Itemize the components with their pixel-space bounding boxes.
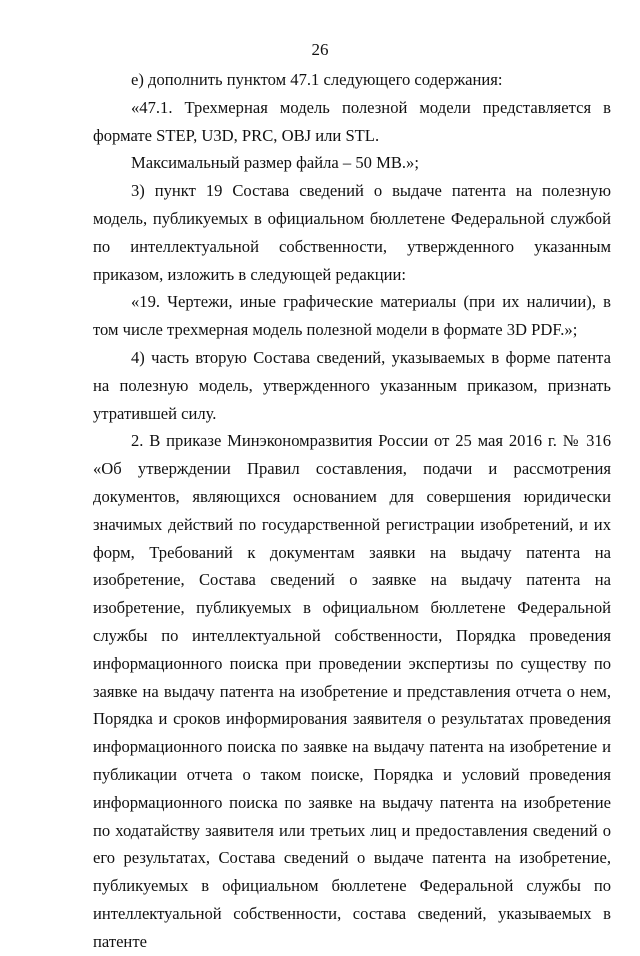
paragraph-item-3: 3) пункт 19 Состава сведений о выдаче патента на полезную модель, публикуемых в официальном бюллетене Федеральной службой по интеллектуальной собственности, утвержденного указанным приказом, изложить в следующей редакции: — [93, 181, 611, 284]
page-number: 26 — [311, 40, 329, 59]
paragraph-quote-19: «19. Чертежи, иные графические материалы (при их наличии), в том числе трехмерная модель полезной модели в формате 3D PDF.»; — [93, 292, 611, 340]
paragraph-max-file-size: Максимальный размер файла – 50 MB.»; — [131, 153, 419, 173]
paragraph-section-2: 2. В приказе Минэкономразвития России от 25 мая 2016 г. № 316 «Об утверждении Правил составления, подачи и рассмотрения документов, являющихся основанием для совершения юридически значимых действий по государственной регистрации изобретений, и их форм, Требований к документам заявки на выдачу патента на изобретение, Состава сведений о заявке на выдачу патента на изобретение, публикуемых в официальном бюллетене Федеральной службы по интеллектуальной собственности, Порядка проведения информационного поиска при проведении экспертизы по существу по заявке на выдачу патента на изобретение и представления отчета о нем, Порядка и сроков информирования заявителя о результатах проведения информационного поиска по заявке на выдачу патента на изобретение и публикации отчета о таком поиске, Порядка и условий проведения информационного поиска по заявке на выдачу патента на изобретение по ходатайству заявителя или третьих лиц и предоставления сведений о его результатах, Состава сведений о выдаче патента на изобретение, публикуемых в официальном бюллетене Федеральной службы по интеллектуальной собственности, состава сведений, указываемых в патенте — [93, 431, 611, 951]
paragraph-item-4: 4) часть вторую Состава сведений, указываемых в форме патента на полезную модель, утвержденного указанным приказом, признать утратившей силу. — [93, 347, 611, 423]
document-body — [93, 66, 611, 956]
paragraph-item-e: е) дополнить пунктом 47.1 следующего содержания: — [131, 70, 503, 89]
paragraph-quote-47-1: «47.1. Трехмерная модель полезной модели представляется в формате STEP, U3D, PRC, OBJ или STL. — [93, 97, 611, 145]
